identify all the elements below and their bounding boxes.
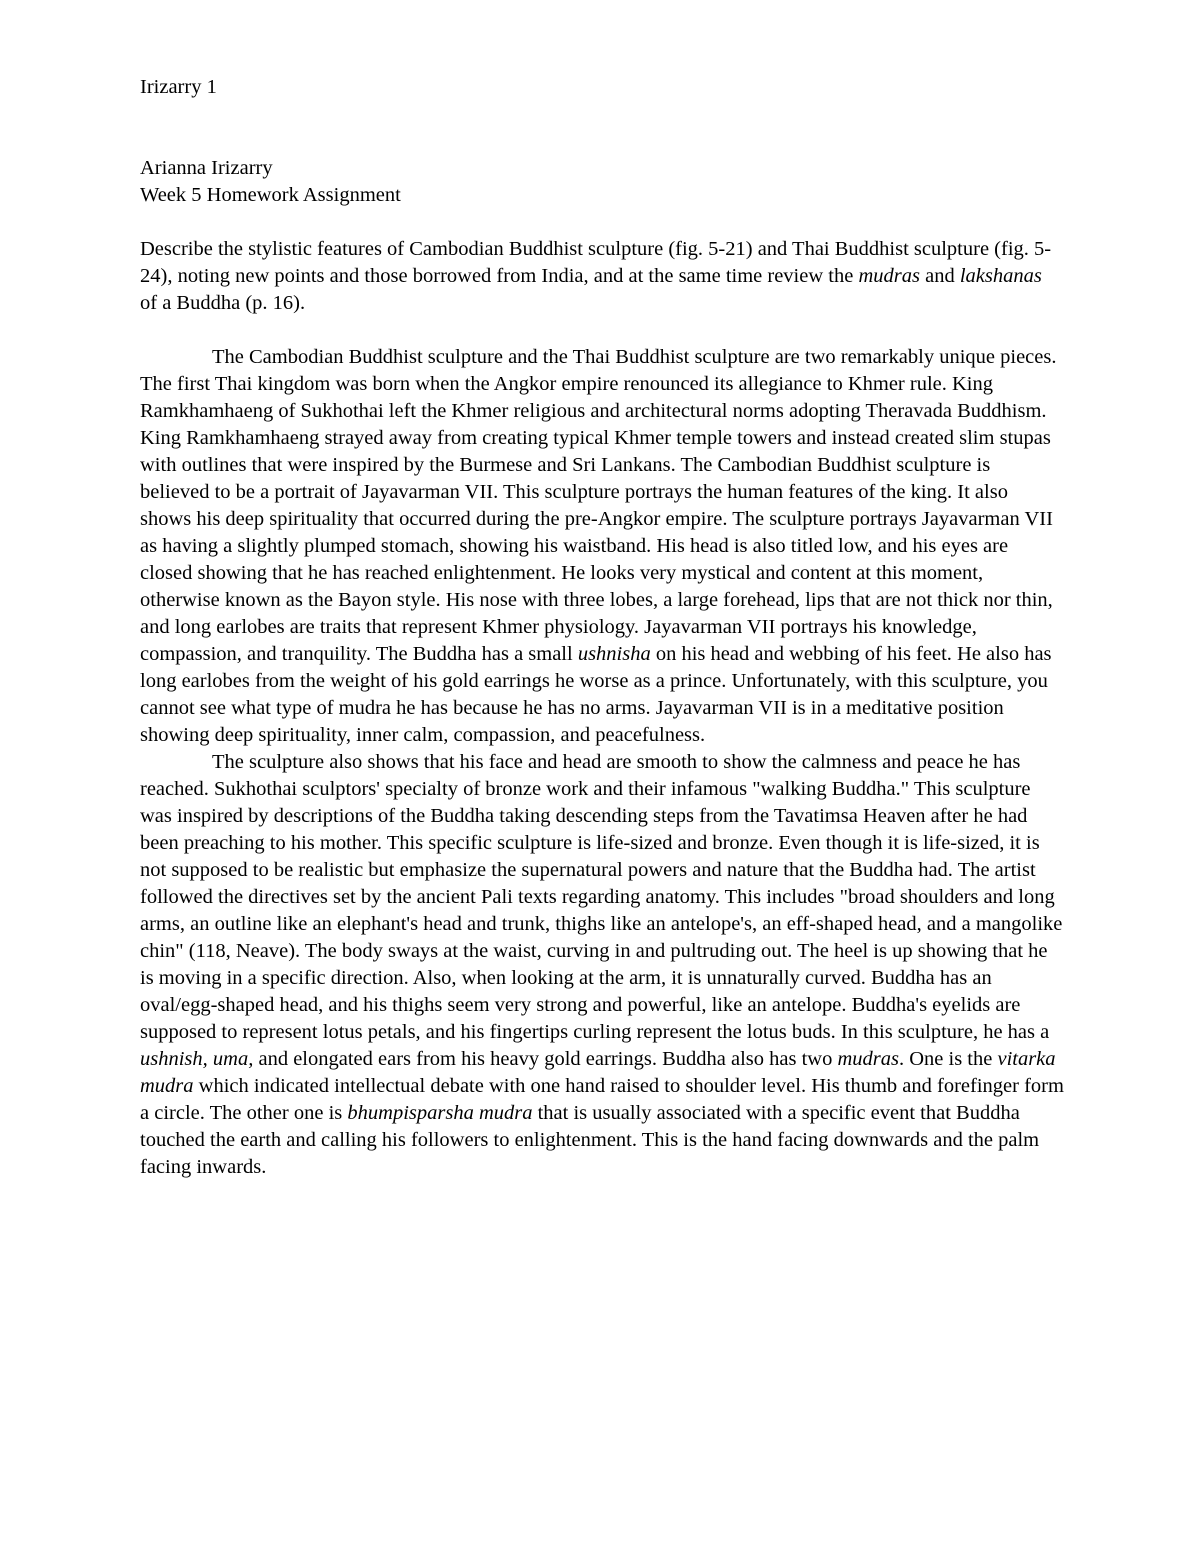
paragraph1-text-1: The Cambodian Buddhist sculpture and the Thai Buddhist sculpture are two remarkably unique pieces. The first Thai kingdom was born when the Angkor empire renounced its allegiance to Khmer rule. King Ramkhamhaeng of Sukhothai left the Khmer religious and architectural norms adopting Theravada Buddhism. King Ramkhamhaeng strayed away from creating typical Khmer temple towers and instead created slim stupas with outlines that were inspired by the Burmese and Sri Lankans. The Cambodian Buddhist sculpture is believed to be a portrait of Jayavarman VII. This sculpture portrays the human features of the king. It also shows his deep spirituality that occurred during the pre-Angkor empire. The sculpture portrays Jayavarman VII as having a slightly plumped stomach, showing his waistband. His head is also titled low, and his eyes are closed showing that he has reached enlightenment. He looks very mystical and content at this moment, otherwise known as the Bayon style. His nose with three lobes, a large forehead, lips that are not thick nor thin, and long earlobes are traits that represent Khmer physiology. Jayavarman VII portrays his knowledge, compassion, and tranquility. The Buddha has a small: [140, 346, 1057, 665]
paragraph-spacer: [140, 317, 1064, 344]
prompt-term-mudras: mudras: [858, 265, 920, 287]
paragraph2-text-3: . One is the: [898, 1048, 998, 1070]
assignment-title: Week 5 Homework Assignment: [140, 184, 401, 206]
author-name: Arianna Irizarry: [140, 157, 273, 179]
paragraph1-term-ushnisha: ushnisha: [577, 643, 651, 665]
prompt-text-3: of a Buddha (p. 16).: [140, 292, 306, 314]
paragraph2-text-1: The sculpture also shows that his face and head are smooth to show the calmness and peace he has reached. Sukhothai sculptors' specialty of bronze work and their infamous "walking Buddha." This sculpture was inspired by descriptions of the Buddha taking descending steps from the Tavatimsa Heaven after he had been preaching to his mother. This specific sculpture is life-sized and bronze. Even though it is life-sized, it is not supposed to be realistic but emphasize the supernatural powers and nature that the Buddha had. The artist followed the directives set by the ancient Pali texts regarding anatomy. This includes "broad shoulders and long arms, an outline like an elephant's head and trunk, thighs like an antelope's, an eff-shaped head, and a mangolike chin" (118, Neave). The body sways at the waist, curving in and pultruding out. The heel is up showing that he is moving in a specific direction. Also, when looking at the arm, it is unnaturally curved. Buddha has an oval/egg-shaped head, and his thighs seem very strong and powerful, like an antelope. Buddha's eyelids are supposed to represent lotus petals, and his fingertips curling represent the lotus buds. In this sculpture, he has a: [140, 751, 1063, 1043]
body-paragraph-1: [140, 344, 1064, 749]
prompt-text-1: Describe the stylistic features of Cambodian Buddhist sculpture (fig. 5-21) and Thai Buddhist sculpture (fig. 5-24), noting new points and those borrowed from India, and at the same time review the: [140, 238, 1052, 287]
paragraph2-text-4: which indicated intellectual debate with one hand raised to shoulder level. His thumb and forefinger form a circle. The other one is: [140, 1075, 1064, 1124]
running-head: Irizarry 1: [140, 76, 217, 98]
author-block: [140, 155, 1064, 209]
body-paragraph-2: [140, 749, 1064, 1181]
paragraph2-text-5: that is usually associated with a specific event that Buddha touched the earth and calling his followers to enlightenment. This is the hand facing downwards and the palm facing inwards.: [140, 1102, 1040, 1178]
assignment-prompt: [140, 236, 1064, 317]
document-body: [140, 74, 1064, 1181]
prompt-term-lakshanas: lakshanas: [959, 265, 1042, 287]
prompt-text-2: and: [919, 265, 960, 287]
paragraph2-text-2: and elongated ears from his heavy gold earrings. Buddha also has two: [253, 1048, 838, 1070]
paragraph2-term-vitarka-mudra: vitarka mudra: [140, 1048, 1056, 1097]
paragraph2-term-ushnish-uma: ushnish, uma,: [140, 1048, 254, 1070]
paragraph1-text-2: on his head and webbing of his feet. He also has long earlobes from the weight of his gold earrings he worse as a prince. Unfortunately, with this sculpture, you cannot see what type of mudra he has because he has no arms. Jayavarman VII is in a meditative position showing deep spirituality, inner calm, compassion, and peacefulness.: [140, 643, 1052, 746]
paragraph2-term-bhumpisparsha-mudra: bhumpisparsha mudra: [347, 1102, 533, 1124]
paragraph2-term-mudras: mudras: [837, 1048, 899, 1070]
